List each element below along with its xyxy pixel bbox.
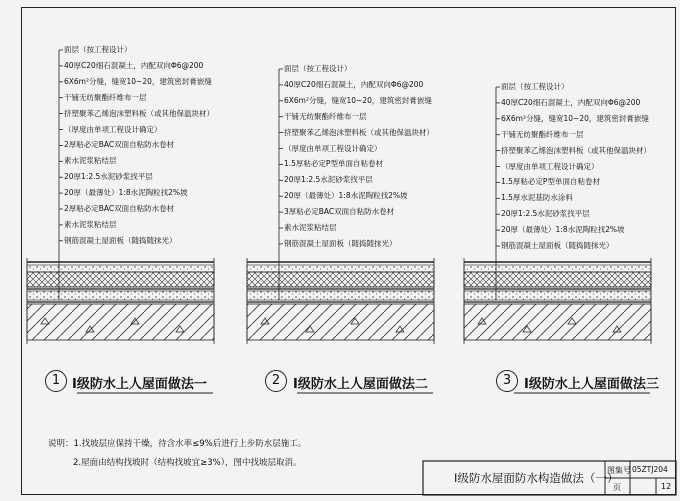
layer-label: 面层（按工程设计） [284, 64, 352, 73]
layer-label: 干铺无纺聚酯纤维布一层 [64, 92, 147, 102]
layer-label: 挤塑聚苯乙烯泡沫塑料板（或其他保温块材） [64, 108, 214, 118]
layer-label: 40厚C20细石混凝土，内配双向Φ6@200 [284, 79, 424, 89]
layer-label: 1.5厚粘必定P型单面自粘卷材 [501, 177, 600, 187]
layer-label: 20厚（最薄处）1:8水泥陶粒找2%坡 [64, 188, 188, 198]
layer-label: 干铺无纺聚酯纤维布一层 [284, 111, 367, 121]
layer-label: （厚度由单项工程设计确定） [284, 143, 382, 153]
layer-label: 20厚1:2.5水泥砂浆找平层 [501, 209, 590, 219]
layer-label: 2厚粘必定BAC双面自粘防水卷材 [64, 204, 175, 213]
layer-label: （厚度由单项工程设计确定） [64, 124, 162, 134]
layer-label: 面层（按工程设计） [501, 82, 569, 91]
layer-label: 3厚粘必定BAC双面自粘防水卷材 [284, 207, 395, 217]
layer-label: 6X6m²分缝，缝宽10~20，建筑密封膏嵌缝 [64, 76, 212, 86]
layer-label: 20厚（最薄处）1:8水泥陶粒找2%坡 [501, 225, 625, 235]
atlas-number-value: 05ZTJ204 [632, 465, 668, 474]
layer-label: 20厚（最薄处）1:8水泥陶粒找2%坡 [284, 191, 408, 201]
layer-label: 1.5厚水泥基防水涂料 [501, 193, 573, 203]
layer-label: 20厚1:2.5水泥砂浆找平层 [64, 172, 153, 182]
detail-2-caption: Ⅰ级防水上人屋面做法二 [293, 377, 428, 392]
layer-label: 2厚粘必定BAC双面自粘防水卷材 [64, 140, 175, 150]
layer-label: 面层（按工程设计） [64, 45, 132, 54]
layer-label: 钢筋混凝土屋面板（随捣随抹光） [501, 241, 614, 250]
layer-label: 40厚C20细石混凝土，内配双向Φ6@200 [64, 60, 204, 70]
layer-label: 素水泥浆粘结层 [284, 223, 337, 232]
layer-label: 干铺无纺聚酯纤维布一层 [501, 129, 584, 139]
layer-label: 钢筋混凝土屋面板（随捣随抹光） [284, 238, 397, 248]
layer-label: （厚度由单项工程设计确定） [501, 161, 599, 171]
detail-2-number-circle: 2 [265, 370, 287, 392]
atlas-number-label: 图集号 [607, 466, 631, 475]
layer-label: 40厚C20细石混凝土，内配双向Φ6@200 [501, 97, 641, 107]
layer-label: 挤塑聚苯乙烯泡沫塑料板（或其他保温块材） [501, 145, 651, 155]
detail-1-caption: Ⅰ级防水上人屋面做法一 [72, 377, 207, 392]
note-line-1: 说明：1.找坡层应保持干燥，待含水率≤9%后进行上步防水层施工。 [48, 439, 307, 449]
layer-label: 素水泥浆粘结层 [64, 219, 117, 229]
layer-label: 6X6m²分缝，缝宽10~20，建筑密封膏嵌缝 [501, 113, 649, 123]
detail-1-number-circle: 1 [45, 370, 67, 392]
layer-label: 素水泥浆粘结层 [64, 156, 117, 166]
page-label: 页 [613, 483, 621, 492]
layer-label: 钢筋混凝土屋面板（随捣随抹光） [64, 235, 177, 245]
detail-3-number-circle: 3 [496, 370, 518, 392]
layer-label: 1.5厚粘必定P型单面自粘卷材 [284, 159, 383, 169]
layer-label: 挤塑聚苯乙烯泡沫塑料板（或其他保温块材） [284, 127, 434, 137]
title-block-title: Ⅰ级防水屋面防水构造做法（一） [454, 471, 619, 485]
detail-3-caption: Ⅰ级防水上人屋面做法三 [524, 377, 659, 392]
note-line-2: 2.屋面由结构找坡时（结构找坡宜≥3%），图中找坡层取消。 [73, 458, 302, 468]
page-value: 12 [661, 482, 672, 491]
layer-label: 6X6m²分缝，缝宽10~20，建筑密封膏嵌缝 [284, 95, 432, 105]
layer-label: 20厚1:2.5水泥砂浆找平层 [284, 175, 373, 185]
